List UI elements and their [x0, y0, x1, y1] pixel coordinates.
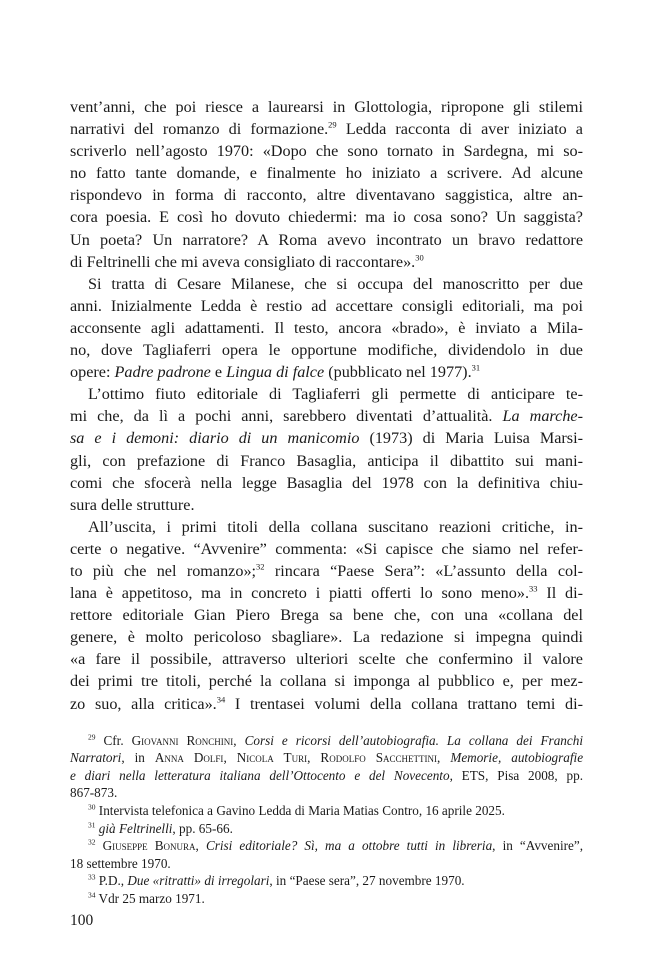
note-reference: 30 [88, 802, 96, 812]
text-run: lana è appetitoso, ma in concreto i piatti offerti lo sono meno». [70, 584, 529, 603]
body-line [70, 516, 583, 538]
body-line [70, 361, 583, 383]
body-line [70, 648, 583, 670]
text-run: Un poeta? Un narratore? A Roma avevo incontrato un bravo redattore [70, 230, 583, 249]
author-name: Nicola Turi [236, 750, 308, 766]
text-run: Cfr. [95, 732, 132, 748]
text-run: certe o negative. “Avvenire” commenta: «Si capisce che siamo nel refer- [70, 539, 583, 558]
text-run: comi che sfocerà nella legge Basaglia del 1978 con la definitiva chiu- [70, 473, 583, 492]
body-line [70, 494, 583, 516]
text-run: sura delle strutture. [70, 495, 195, 514]
text-run: , [195, 838, 206, 854]
text-run: vent’anni, che poi riesce a laurearsi in Glottologia, ripropone gli stilemi [70, 98, 583, 116]
note-reference: 34 [216, 694, 226, 705]
note-reference: 31 [88, 820, 96, 830]
text-run: Si tratta di Cesare Milanese, che si occupa del manoscritto per due [88, 274, 583, 293]
text-run: zo suo, alla critica». [70, 694, 217, 713]
body-line [70, 560, 583, 582]
note-reference: 29 [328, 119, 337, 130]
text-run: rispondevo in forma di racconto, altre diventavano saggistica, altre an- [70, 186, 583, 205]
footnote-line [70, 872, 583, 890]
note-reference: 29 [88, 732, 96, 742]
author-name: Giuseppe Bonura [102, 838, 196, 854]
text-run: rettore editoriale Gian Piero Brega sa bene che, con una «collana del [70, 606, 583, 625]
text-run: Ledda racconta di aver iniziato a [336, 120, 583, 139]
footnote-line [70, 802, 583, 820]
text-run: , [307, 750, 321, 766]
italic-text: Narratori [70, 750, 122, 766]
author-name: Anna Dolfi [154, 750, 224, 766]
text-run [96, 838, 103, 853]
note-reference: 31 [471, 362, 481, 373]
text-run: Il di- [537, 584, 584, 603]
body-line [70, 670, 583, 692]
text-run: 867-873. [70, 785, 118, 801]
text-run: genere, è molto pericoloso sbagliare». La redazione si impegna quindi [70, 628, 583, 647]
page-number: 100 [70, 912, 94, 929]
footnote-line [70, 890, 583, 908]
body-line [70, 273, 583, 295]
text-run: Vdr 25 marzo 1971. [95, 890, 205, 906]
body-line [70, 538, 583, 560]
note-reference: 34 [88, 890, 96, 900]
footnote-line [70, 837, 583, 855]
footnote-line [70, 749, 583, 767]
author-name: Rodolfo Sacchettini [320, 750, 438, 766]
text-run: opere: [70, 363, 115, 382]
text-run: (1973) di Maria Luisa Marsi- [359, 429, 583, 448]
text-run: , in “Avvenire”, [492, 838, 584, 854]
text-run: «a fare il possibile, attraverso ulteriori scelte che confermino il valore [70, 650, 583, 669]
note-reference: 32 [256, 561, 265, 572]
body-line [70, 472, 583, 494]
body-line [70, 295, 583, 317]
page-content [70, 96, 583, 908]
text-run: gli, con prefazione di Franco Basaglia, anticipa il dibattito sui mani- [70, 451, 583, 470]
body-line [70, 383, 583, 405]
text-run: scriverlo nell’agosto 1970: «Dopo che sono tornato in Sardegna, mi so- [70, 142, 583, 161]
note-reference: 33 [88, 872, 96, 882]
text-run: , [223, 750, 237, 766]
body-line [70, 118, 583, 140]
italic-text: Crisi editoriale? Sì, ma a ottobre tutti in libreria [205, 838, 493, 854]
author-name: Giovanni Ronchini [131, 732, 234, 748]
italic-text: Memorie, autobiografie [450, 750, 584, 766]
text-run: di Feltrinelli che mi aveva consigliato di raccontare». [70, 252, 416, 271]
body-line [70, 184, 583, 206]
body-text [70, 96, 583, 715]
body-line [70, 339, 583, 361]
italic-text: Due «ritratti» di irregolari [127, 873, 270, 889]
footnotes [70, 732, 583, 908]
text-run: I trentasei volumi della collana trattano temi di- [225, 694, 583, 713]
body-line [70, 693, 583, 715]
italic-text: sa e i demoni: diario di un manicomio [70, 429, 360, 448]
note-reference: 30 [415, 252, 424, 263]
body-line [70, 604, 583, 626]
italic-text: Lingua di falce [226, 363, 325, 382]
text-run: (pubblicato nel 1977). [324, 363, 472, 382]
text-run: , in “Paese sera”, 27 novembre 1970. [269, 873, 465, 889]
body-line [70, 206, 583, 228]
text-run: dei primi tre titoli, perché la collana si imponga al pubblico e, per mez- [70, 672, 583, 691]
text-run: , [437, 750, 451, 766]
footnote-line [70, 767, 583, 785]
text-run: , ETS, Pisa 2008, pp. [449, 767, 583, 783]
body-line [70, 251, 583, 273]
text-run: , [233, 732, 245, 748]
note-reference: 33 [529, 583, 538, 594]
text-run: no, dove Tagliaferri opera le opportune modifiche, dividendolo in due [70, 341, 583, 360]
italic-text: Corsi e ricorsi dell’autobiografia. La collana dei Franchi [244, 732, 583, 748]
body-line [70, 450, 583, 472]
body-line [70, 427, 583, 449]
italic-text: già Feltrinelli [98, 820, 173, 836]
text-run: , in [121, 750, 155, 766]
text-run: no fatto tante domande, e finalmente ho iniziato a scrivere. Ad alcune [70, 164, 583, 183]
italic-text: La marche- [502, 407, 583, 426]
text-run: P.D., [95, 873, 128, 889]
text-run: rincara “Paese Sera”: «L’assunto della col- [264, 561, 583, 580]
footnote-line [70, 820, 583, 838]
text-run: Intervista telefonica a Gavino Ledda di Maria Matias Contro, 16 aprile 2025. [95, 803, 505, 818]
italic-text: Padre padrone [114, 363, 211, 382]
text-run: acconsente agli adattamenti. Il testo, ancora «brado», è inviato a Mila- [70, 318, 583, 337]
text-run: mi che, da lì a pochi anni, sarebbero diventati d’attualità. [70, 407, 503, 426]
text-run: All’uscita, i primi titoli della collana suscitano reazioni critiche, in- [88, 517, 583, 536]
text-run: narrativi del romanzo di formazione. [70, 120, 329, 139]
body-line [70, 626, 583, 648]
footnote-line [70, 732, 583, 750]
text-run: anni. Inizialmente Ledda è restio ad accettare consigli editoriali, ma poi [70, 296, 583, 315]
note-reference: 32 [88, 837, 96, 847]
body-line [70, 96, 583, 118]
text-run: e [210, 363, 227, 382]
body-line [70, 162, 583, 184]
text-run: 18 settembre 1970. [70, 855, 171, 871]
body-line [70, 405, 583, 427]
body-line [70, 582, 583, 604]
italic-text: e diari nella letteratura italiana dell’Ottocento e del Novecento [70, 767, 450, 783]
text-run: cora poesia. E così ho dovuto chiedermi: ma io cosa sono? Un saggista? [70, 208, 583, 227]
text-run: L’ottimo fiuto editoriale di Tagliaferri gli permette di anticipare te- [88, 385, 583, 404]
body-line [70, 317, 583, 339]
footnote-line [70, 784, 583, 802]
body-line [70, 140, 583, 162]
body-line [70, 229, 583, 251]
text-run: , pp. 65-66. [172, 820, 233, 836]
text-run: to più che nel romanzo»; [70, 561, 257, 580]
footnote-line [70, 855, 583, 873]
